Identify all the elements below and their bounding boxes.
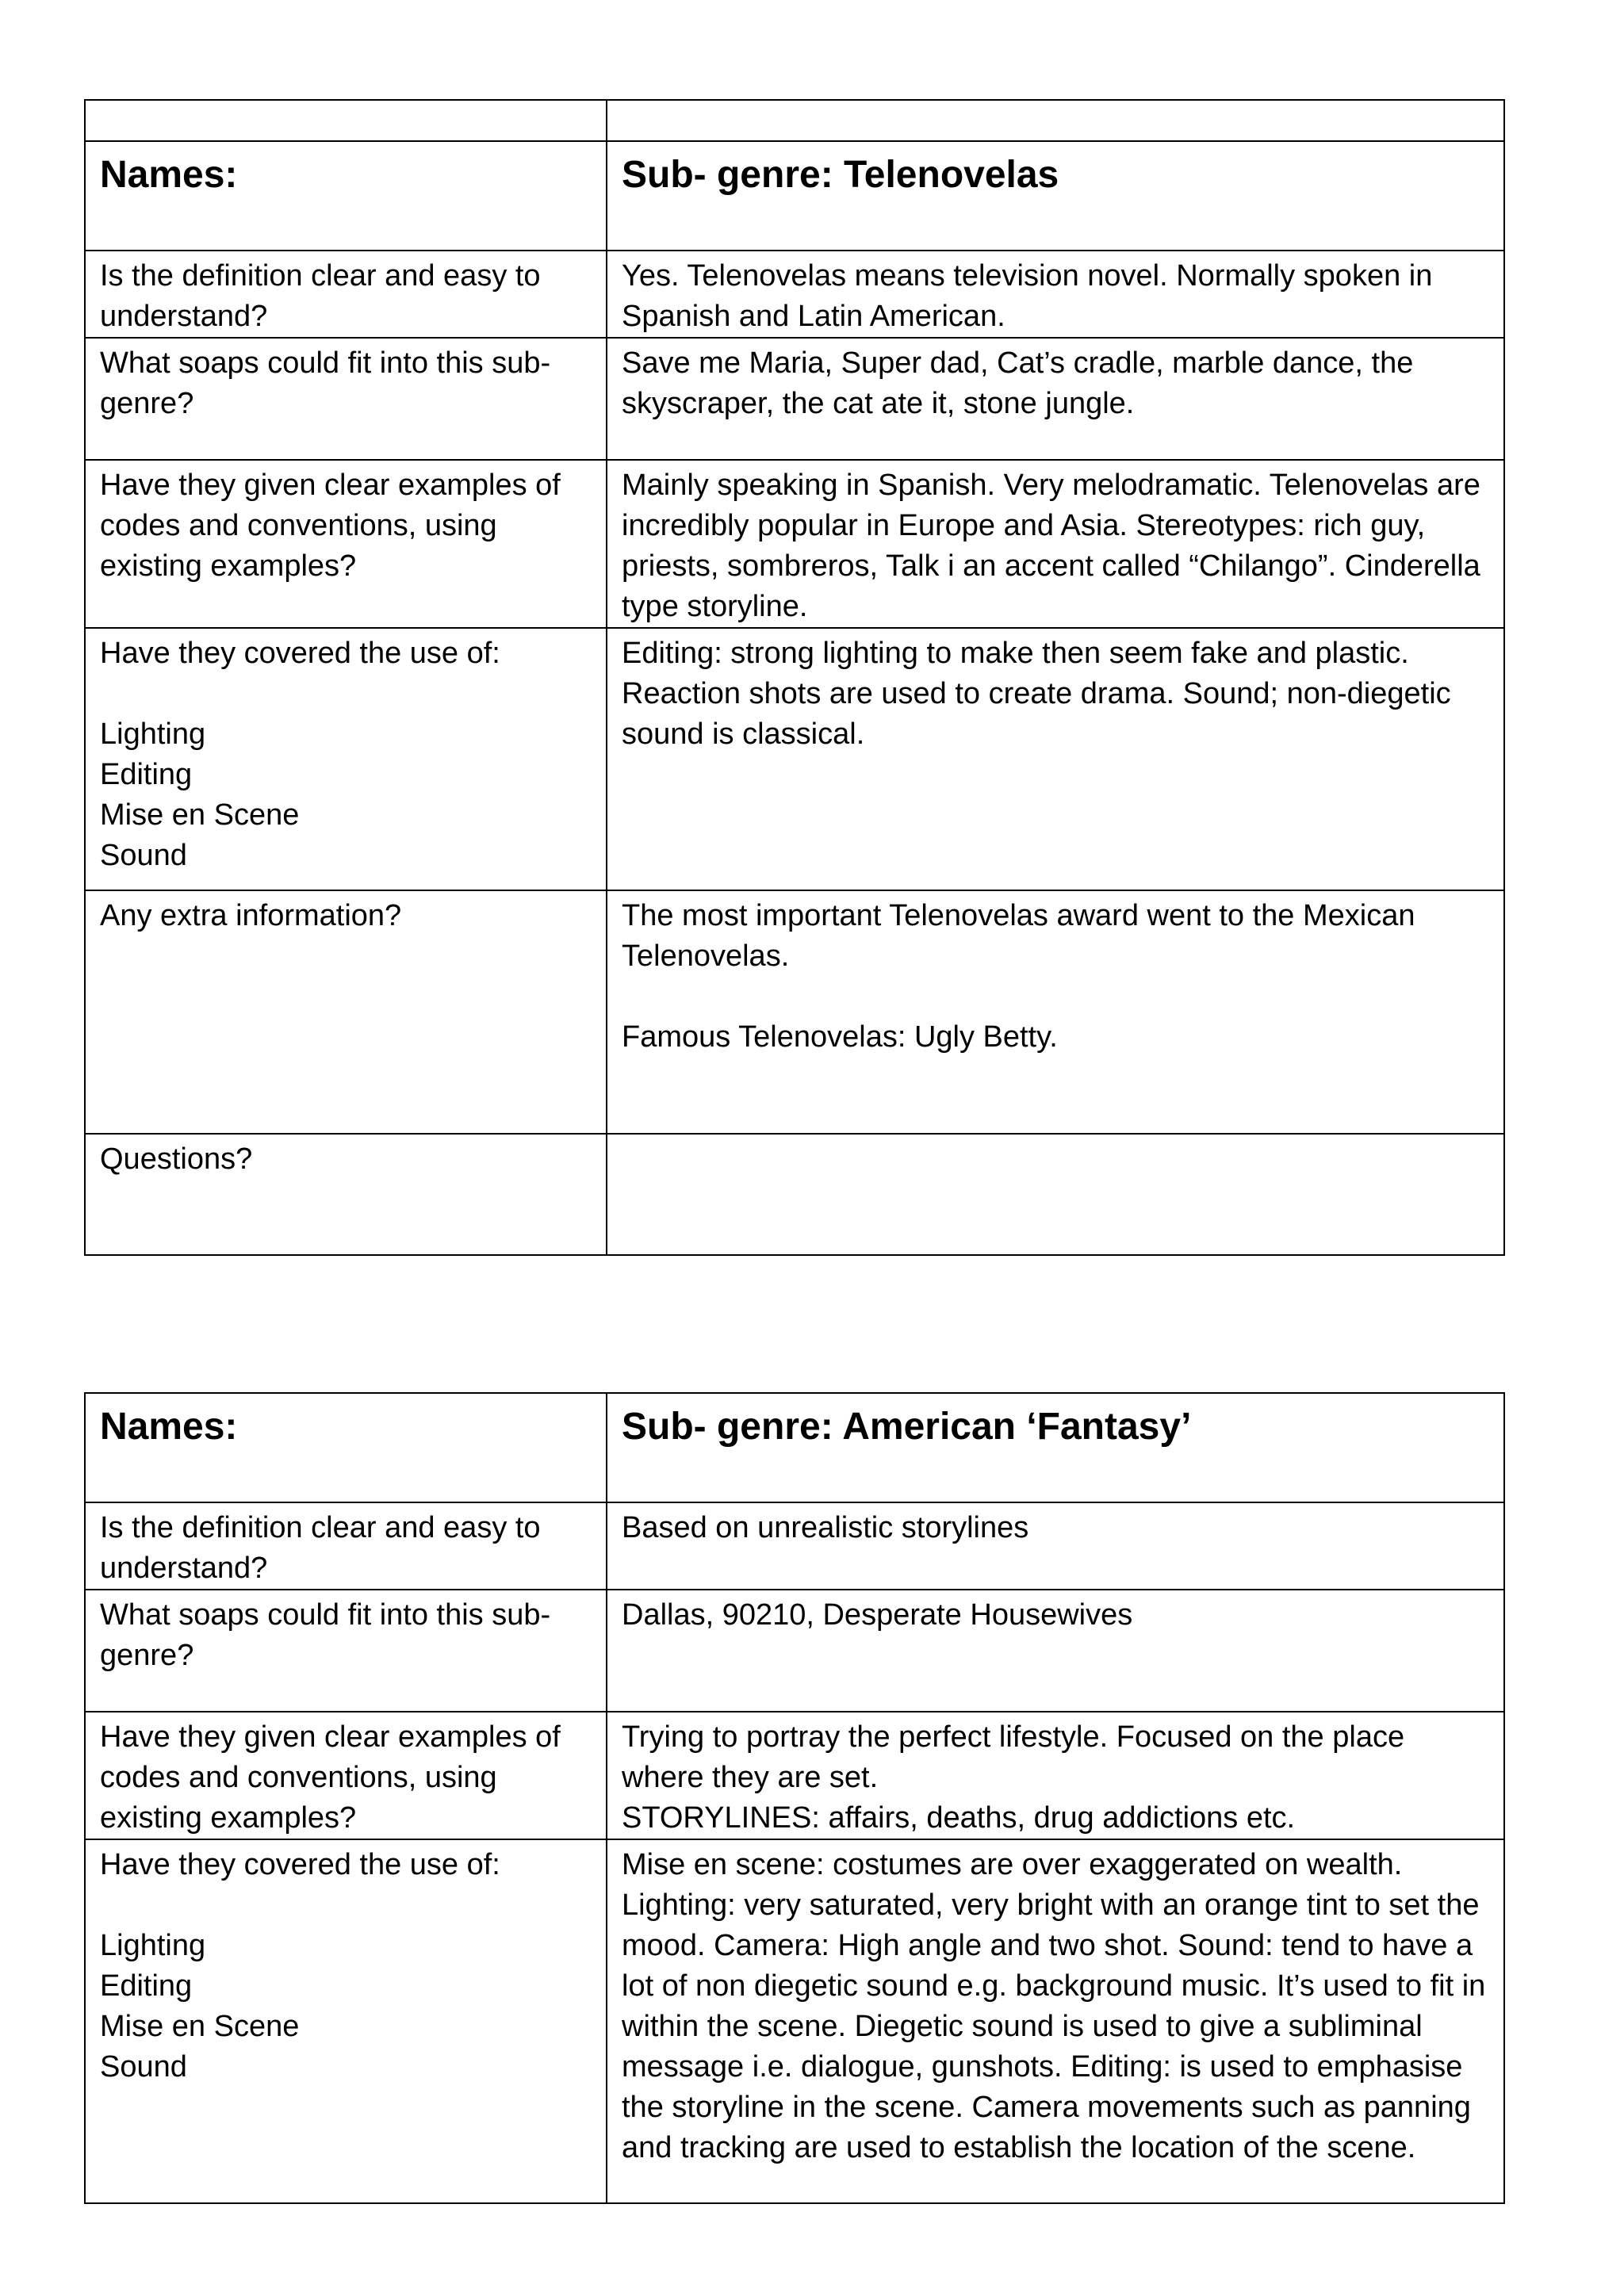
answer-cell — [607, 1134, 1504, 1255]
sub-genre-title: Sub- genre: American ‘Fantasy’ — [607, 1393, 1504, 1502]
sub-genre-title: Sub- genre: Telenovelas — [607, 141, 1504, 251]
table-row — [85, 1839, 1504, 2203]
names-label: Names: — [85, 1393, 607, 1502]
answer-cell: The most important Telenovelas award went to the Mexican Telenovelas. Famous Telenovelas: Ugly Betty. — [607, 890, 1504, 1134]
table-row — [85, 1712, 1504, 1839]
table-row — [85, 460, 1504, 628]
question-cell: Have they given clear examples of codes and conventions, using existing examples? — [85, 460, 607, 628]
answer-cell: Dallas, 90210, Desperate Housewives — [607, 1590, 1504, 1712]
question-cell: Any extra information? — [85, 890, 607, 1134]
table-row — [85, 628, 1504, 890]
blank-cell — [607, 100, 1504, 141]
table-row-header — [85, 141, 1504, 251]
question-cell: Is the definition clear and easy to understand? — [85, 251, 607, 338]
question-cell: What soaps could fit into this sub-genre? — [85, 1590, 607, 1712]
table-row — [85, 1134, 1504, 1255]
table-row-header — [85, 1393, 1504, 1502]
question-cell: Have they given clear examples of codes and conventions, using existing examples? — [85, 1712, 607, 1839]
evaluation-table-american-fantasy — [84, 1392, 1505, 2204]
answer-cell: Mise en scene: costumes are over exaggerated on wealth. Lighting: very saturated, very bright with an orange tint to set the mood. Camera: High angle and two shot. Sound: tend to have a lot of non diegetic sound e.g. background music. It’s used to fit in within the scene. Diegetic sound is used to give a subliminal message i.e. dialogue, gunshots. Editing: is used to emphasise the storyline in the scene. Camera movements such as panning and tracking are used to establish the location of the scene. — [607, 1839, 1504, 2203]
question-cell: Have they covered the use of: Lighting Editing Mise en Scene Sound — [85, 1839, 607, 2203]
table-row — [85, 251, 1504, 338]
table-row — [85, 1590, 1504, 1712]
names-label: Names: — [85, 141, 607, 251]
answer-cell: Save me Maria, Super dad, Cat’s cradle, marble dance, the skyscraper, the cat ate it, stone jungle. — [607, 338, 1504, 460]
answer-cell: Yes. Telenovelas means television novel. Normally spoken in Spanish and Latin American. — [607, 251, 1504, 338]
answer-cell: Editing: strong lighting to make then seem fake and plastic. Reaction shots are used to create drama. Sound; non-diegetic sound is classical. — [607, 628, 1504, 890]
blank-cell — [85, 100, 607, 141]
answer-cell: Based on unrealistic storylines — [607, 1502, 1504, 1590]
evaluation-table-telenovelas — [84, 99, 1505, 1256]
question-cell: What soaps could fit into this sub-genre? — [85, 338, 607, 460]
answer-cell: Mainly speaking in Spanish. Very melodramatic. Telenovelas are incredibly popular in Europe and Asia. Stereotypes: rich guy, priests, sombreros, Talk i an accent called “Chilango”. Cinderella type storyline. — [607, 460, 1504, 628]
question-cell: Questions? — [85, 1134, 607, 1255]
table-row — [85, 338, 1504, 460]
question-cell: Is the definition clear and easy to understand? — [85, 1502, 607, 1590]
question-cell: Have they covered the use of: Lighting Editing Mise en Scene Sound — [85, 628, 607, 890]
answer-cell: Trying to portray the perfect lifestyle. Focused on the place where they are set. STORYLINES: affairs, deaths, drug addictions etc. — [607, 1712, 1504, 1839]
table-row-blank — [85, 100, 1504, 141]
table-row — [85, 890, 1504, 1134]
table-row — [85, 1502, 1504, 1590]
